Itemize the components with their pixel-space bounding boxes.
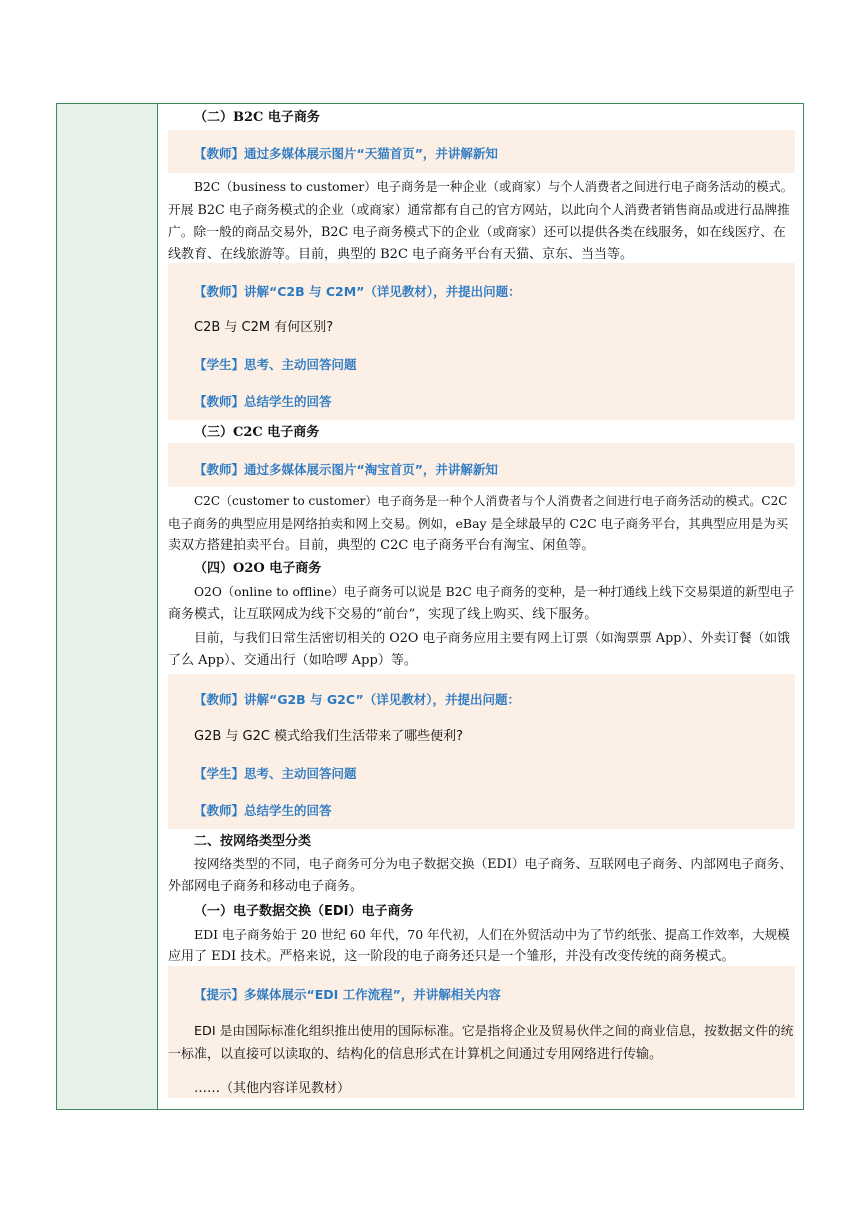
teacher-note: 【教师】讲解“C2B 与 C2M”（详见教材），并提出问题： bbox=[194, 284, 521, 299]
stage-column bbox=[57, 104, 158, 1109]
teacher-note: 【教师】总结学生的回答 bbox=[194, 803, 332, 818]
o2o-heading: （四）O2O 电子商务 bbox=[194, 561, 322, 576]
teacher-note: 【教师】通过多媒体展示图片“天猫首页”，并讲解新知 bbox=[194, 146, 498, 161]
paragraph-line: 了么 App）、交通出行（如哈啰 App）等。 bbox=[168, 653, 417, 668]
net-heading: 二、按网络类型分类 bbox=[194, 834, 312, 849]
teacher-note: 【教师】总结学生的回答 bbox=[194, 394, 332, 409]
paragraph-line: 商务模式，让互联网成为线下交易的“前台”，实现了线上购买、线下服务。 bbox=[168, 607, 598, 622]
content-column bbox=[158, 104, 803, 1109]
paragraph-line: 电子商务的典型应用是网络拍卖和网上交易。例如，eBay 是全球最早的 C2C 电子商务平台，其典型应用是为买 bbox=[168, 516, 789, 531]
teacher-note: 【教师】通过多媒体展示图片“淘宝首页”，并讲解新知 bbox=[194, 462, 498, 477]
question: C2B 与 C2M 有何区别? bbox=[194, 320, 334, 335]
b2c-heading: （二）B2C 电子商务 bbox=[194, 110, 320, 125]
student-note: 【学生】思考、主动回答问题 bbox=[194, 766, 357, 781]
paragraph-line: 线教育、在线旅游等。目前，典型的 B2C 电子商务平台有天猫、京东、当当等。 bbox=[168, 247, 634, 262]
question: G2B 与 G2C 模式给我们生活带来了哪些便利? bbox=[194, 729, 463, 744]
paragraph-line: O2O（online to offline）电子商务可以说是 B2C 电子商务的变种，是一种打通线上线下交易渠道的新型电子 bbox=[194, 585, 795, 599]
edi-heading: （一）电子数据交换（EDI）电子商务 bbox=[194, 904, 414, 919]
paragraph-line: 目前，与我们日常生活密切相关的 O2O 电子商务应用主要有网上订票（如淘票票 App）、外卖订餐（如饿 bbox=[194, 631, 790, 646]
paragraph-line: C2C（customer to customer）电子商务是一种个人消费者与个人消费者之间进行电子商务活动的模式。C2C bbox=[194, 494, 788, 508]
student-note: 【学生】思考、主动回答问题 bbox=[194, 357, 357, 372]
tip-note: 【提示】多媒体展示“EDI 工作流程”，并讲解相关内容 bbox=[194, 987, 501, 1002]
paragraph-line: 一标准，以直接可以读取的、结构化的信息形式在计算机之间通过专用网络进行传输。 bbox=[168, 1047, 663, 1062]
paragraph-line: 应用了 EDI 技术。严格来说，这一阶段的电子商务还只是一个雏形，并没有改变传统的商务模式。 bbox=[168, 949, 735, 964]
paragraph-line: 开展 B2C 电子商务模式的企业（或商家）通常都有自己的官方网站，以此向个人消费者销售商品或进行品牌推 bbox=[168, 203, 790, 218]
c2c-heading: （三）C2C 电子商务 bbox=[194, 425, 320, 440]
paragraph-line: EDI 电子商务始于 20 世纪 60 年代，70 年代初，人们在外贸活动中为了节约纸张、提高工作效率，大规模 bbox=[194, 927, 790, 942]
paragraph-line: 广。除一般的商品交易外，B2C 电子商务模式下的企业（或商家）还可以提供各类在线服务，如在线医疗、在 bbox=[168, 225, 786, 240]
paragraph-line: B2C（business to customer）电子商务是一种企业（或商家）与个人消费者之间进行电子商务活动的模式。 bbox=[194, 180, 793, 194]
more-note: ……（其他内容详见教材） bbox=[194, 1081, 351, 1096]
paragraph-line: 按网络类型的不同，电子商务可分为电子数据交换（EDI）电子商务、互联网电子商务、内部网电子商务、 bbox=[194, 857, 793, 872]
lesson-table bbox=[56, 103, 804, 1110]
teacher-note: 【教师】讲解“G2B 与 G2C”（详见教材），并提出问题： bbox=[194, 692, 520, 707]
paragraph-line: 外部网电子商务和移动电子商务。 bbox=[168, 879, 364, 894]
paragraph-line: EDI 是由国际标准化组织推出使用的国际标准。它是指将企业及贸易伙伴之间的商业信息，按数据文件的统 bbox=[194, 1024, 794, 1039]
paragraph-line: 卖双方搭建拍卖平台。目前，典型的 C2C 电子商务平台有淘宝、闲鱼等。 bbox=[168, 538, 595, 553]
